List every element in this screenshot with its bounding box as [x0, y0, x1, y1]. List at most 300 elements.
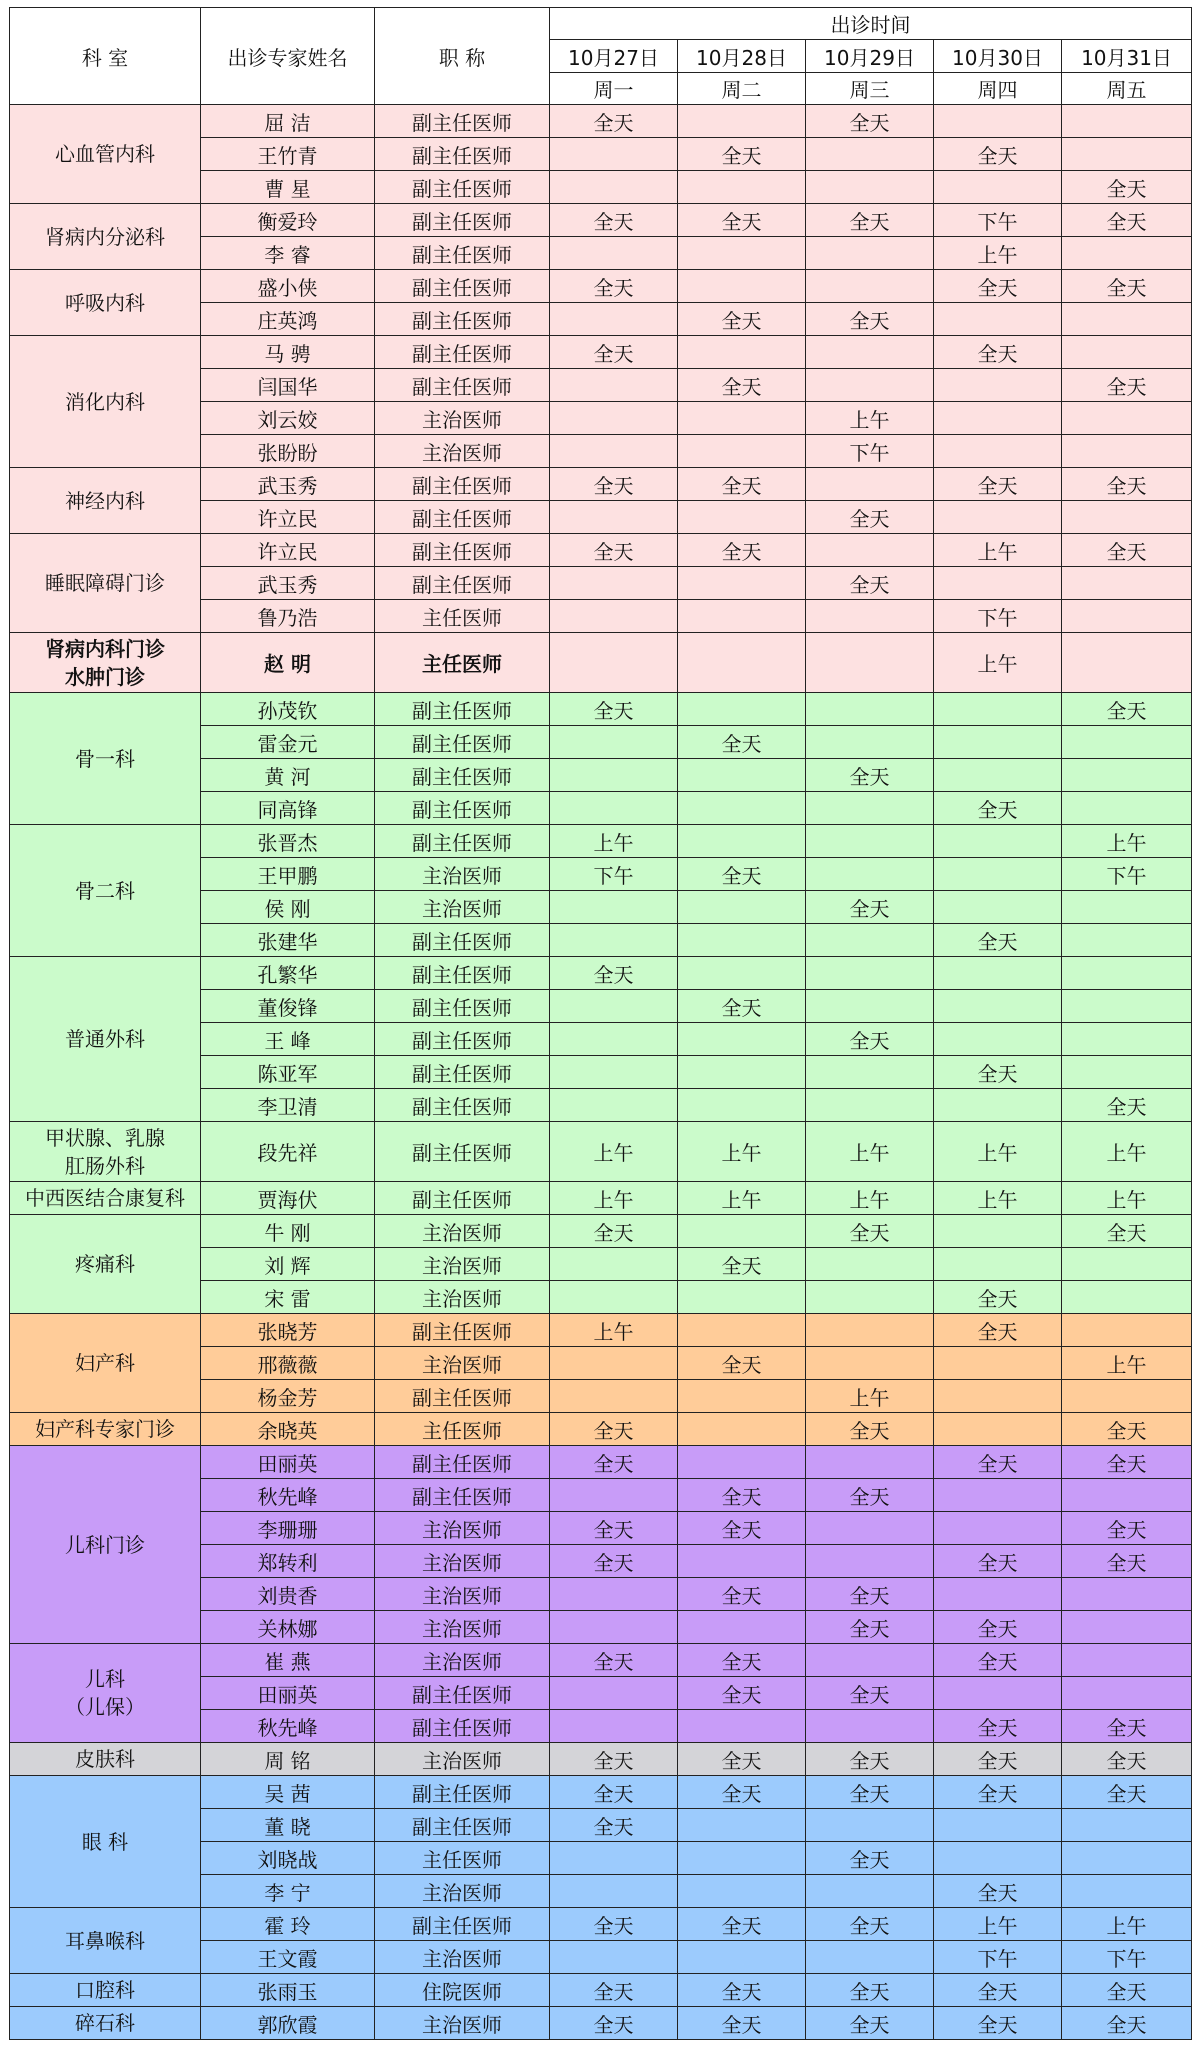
schedule-cell	[806, 468, 934, 501]
dept-cell	[10, 1908, 201, 1974]
schedule-cell: 上午	[806, 1182, 934, 1215]
doctor-title: 副主任医师	[375, 303, 550, 336]
schedule-cell: 全天	[1062, 1545, 1192, 1578]
schedule-cell	[806, 825, 934, 858]
dept-label: 耳鼻喉科	[65, 1928, 145, 1953]
schedule-cell: 全天	[806, 1413, 934, 1446]
dept-cell	[10, 270, 201, 336]
schedule-cell	[678, 1056, 806, 1089]
schedule-cell: 全天	[678, 534, 806, 567]
schedule-cell	[934, 1248, 1062, 1281]
schedule-cell: 全天	[806, 1023, 934, 1056]
doctor-name: 秋先峰	[201, 1710, 375, 1743]
schedule-cell	[550, 1578, 678, 1611]
schedule-cell	[678, 1215, 806, 1248]
schedule-cell	[550, 567, 678, 600]
schedule-cell: 全天	[678, 1974, 806, 2007]
doctor-name: 马 骋	[201, 336, 375, 369]
schedule-cell	[678, 1545, 806, 1578]
doctor-title: 副主任医师	[375, 336, 550, 369]
schedule-cell: 全天	[934, 336, 1062, 369]
dept-label: 皮肤科	[75, 1747, 135, 1771]
dept-cell	[10, 1776, 201, 1908]
schedule-cell: 全天	[550, 270, 678, 303]
schedule-cell: 全天	[1062, 1089, 1192, 1122]
dept-label: 心血管内科	[55, 142, 155, 166]
schedule-cell: 全天	[1062, 1512, 1192, 1545]
schedule-cell: 全天	[1062, 1710, 1192, 1743]
doctor-title: 副主任医师	[375, 1122, 550, 1182]
table-row	[10, 1182, 1192, 1215]
schedule-cell: 全天	[1062, 1974, 1192, 2007]
schedule-cell: 全天	[678, 1578, 806, 1611]
schedule-cell: 全天	[806, 105, 934, 138]
schedule-cell	[550, 1380, 678, 1413]
table-row	[10, 1644, 1192, 1677]
schedule-cell	[1062, 633, 1192, 693]
doctor-title: 副主任医师	[375, 105, 550, 138]
schedule-cell	[806, 171, 934, 204]
schedule-cell: 全天	[806, 2007, 934, 2040]
schedule-cell: 全天	[1062, 468, 1192, 501]
dept-cell	[10, 2007, 201, 2040]
schedule-cell	[678, 402, 806, 435]
schedule-cell	[550, 501, 678, 534]
schedule-cell: 全天	[678, 1908, 806, 1941]
doctor-name: 王竹青	[201, 138, 375, 171]
doctor-name: 王 峰	[201, 1023, 375, 1056]
dept-cell	[10, 204, 201, 270]
schedule-cell	[678, 924, 806, 957]
schedule-cell: 全天	[550, 1413, 678, 1446]
schedule-cell	[678, 1413, 806, 1446]
schedule-cell: 下午	[934, 1941, 1062, 1974]
schedule-cell	[1062, 1023, 1192, 1056]
header-time: 出诊时间	[550, 8, 1192, 40]
dept-label: 肾病内分泌科	[45, 224, 165, 249]
table-row	[10, 204, 1192, 237]
schedule-cell: 上午	[934, 534, 1062, 567]
doctor-title: 主治医师	[375, 1941, 550, 1974]
schedule-cell: 全天	[1062, 270, 1192, 303]
schedule-cell: 全天	[934, 792, 1062, 825]
doctor-title: 副主任医师	[375, 1314, 550, 1347]
schedule-cell: 全天	[1062, 1215, 1192, 1248]
dept-label: 神经内科	[65, 488, 145, 513]
schedule-cell: 全天	[550, 336, 678, 369]
schedule-cell	[934, 693, 1062, 726]
doctor-name: 吴 茜	[201, 1776, 375, 1809]
schedule-cell: 全天	[550, 957, 678, 990]
doctor-name: 同高锋	[201, 792, 375, 825]
schedule-cell: 全天	[678, 2007, 806, 2040]
table-body	[10, 105, 1192, 2040]
doctor-title: 副主任医师	[375, 924, 550, 957]
doctor-title: 主任医师	[375, 633, 550, 693]
schedule-cell	[678, 633, 806, 693]
doctor-name: 李 宁	[201, 1875, 375, 1908]
schedule-cell: 全天	[806, 759, 934, 792]
header-date: 10月30日	[934, 40, 1062, 73]
doctor-name: 张建华	[201, 924, 375, 957]
doctor-title: 副主任医师	[375, 1479, 550, 1512]
table-row	[10, 1908, 1192, 1941]
schedule-cell: 全天	[934, 1710, 1062, 1743]
schedule-cell: 全天	[806, 1611, 934, 1644]
schedule-cell	[1062, 957, 1192, 990]
schedule-cell: 全天	[806, 891, 934, 924]
schedule-cell	[1062, 1875, 1192, 1908]
doctor-name: 董俊锋	[201, 990, 375, 1023]
schedule-cell: 全天	[678, 369, 806, 402]
schedule-cell	[550, 369, 678, 402]
schedule-cell	[1062, 600, 1192, 633]
schedule-cell: 全天	[1062, 534, 1192, 567]
schedule-cell	[550, 792, 678, 825]
doctor-title: 副主任医师	[375, 1182, 550, 1215]
schedule-cell	[806, 369, 934, 402]
schedule-cell: 全天	[934, 1743, 1062, 1776]
schedule-cell	[678, 1446, 806, 1479]
doctor-title: 副主任医师	[375, 270, 550, 303]
dept-label: 疼痛科	[75, 1252, 135, 1276]
doctor-title: 副主任医师	[375, 138, 550, 171]
schedule-cell	[678, 1875, 806, 1908]
schedule-cell	[1062, 1380, 1192, 1413]
schedule-cell: 上午	[934, 1182, 1062, 1215]
schedule-cell: 全天	[678, 138, 806, 171]
dept-label: 眼 科	[81, 1829, 129, 1854]
schedule-cell	[934, 1512, 1062, 1545]
schedule-cell	[934, 1413, 1062, 1446]
doctor-name: 侯 刚	[201, 891, 375, 924]
dept-cell	[10, 336, 201, 468]
doctor-name: 刘晓战	[201, 1842, 375, 1875]
schedule-cell	[806, 1941, 934, 1974]
doctor-name: 牛 刚	[201, 1215, 375, 1248]
dept-label: 碎石科	[75, 2011, 135, 2035]
schedule-cell	[806, 1644, 934, 1677]
schedule-cell: 全天	[1062, 1776, 1192, 1809]
schedule-cell	[806, 1347, 934, 1380]
schedule-cell: 全天	[678, 1479, 806, 1512]
doctor-title: 副主任医师	[375, 369, 550, 402]
schedule-cell	[678, 957, 806, 990]
header-date: 10月29日	[806, 40, 934, 73]
schedule-cell	[678, 792, 806, 825]
schedule-cell: 上午	[934, 1908, 1062, 1941]
schedule-cell	[934, 567, 1062, 600]
doctor-name: 杨金芳	[201, 1380, 375, 1413]
doctor-name: 郭欣霞	[201, 2007, 375, 2040]
table-row	[10, 1314, 1192, 1347]
schedule-cell: 全天	[806, 204, 934, 237]
table-row	[10, 270, 1192, 303]
schedule-cell	[934, 1578, 1062, 1611]
schedule-cell	[550, 1023, 678, 1056]
dept-cell	[10, 1446, 201, 1644]
doctor-title: 副主任医师	[375, 1380, 550, 1413]
schedule-cell	[550, 924, 678, 957]
doctor-name: 曹 星	[201, 171, 375, 204]
table-row	[10, 1413, 1192, 1446]
doctor-name: 刘云姣	[201, 402, 375, 435]
schedule-cell: 全天	[806, 1215, 934, 1248]
doctor-name: 秋先峰	[201, 1479, 375, 1512]
doctor-title: 副主任医师	[375, 534, 550, 567]
schedule-cell	[806, 138, 934, 171]
schedule-cell: 上午	[1062, 1908, 1192, 1941]
table-row	[10, 1776, 1192, 1809]
table-row	[10, 534, 1192, 567]
doctor-title: 副主任医师	[375, 726, 550, 759]
schedule-cell: 全天	[678, 858, 806, 891]
schedule-cell	[678, 567, 806, 600]
schedule-cell: 全天	[1062, 171, 1192, 204]
doctor-name: 庄英鸿	[201, 303, 375, 336]
schedule-cell: 上午	[934, 237, 1062, 270]
schedule-cell	[550, 990, 678, 1023]
doctor-title: 主任医师	[375, 600, 550, 633]
dept-label: （儿保）	[65, 1695, 145, 1719]
schedule-cell: 全天	[550, 1545, 678, 1578]
schedule-cell	[550, 1281, 678, 1314]
schedule-cell	[678, 693, 806, 726]
schedule-cell: 上午	[806, 1380, 934, 1413]
schedule-cell	[550, 435, 678, 468]
schedule-cell	[678, 891, 806, 924]
schedule-cell	[1062, 501, 1192, 534]
schedule-cell: 全天	[806, 1908, 934, 1941]
doctor-title: 副主任医师	[375, 792, 550, 825]
schedule-cell	[678, 1314, 806, 1347]
schedule-cell: 全天	[550, 1644, 678, 1677]
schedule-cell: 全天	[806, 567, 934, 600]
doctor-name: 王文霞	[201, 1941, 375, 1974]
schedule-cell	[678, 1611, 806, 1644]
header-dept: 科 室	[10, 8, 201, 105]
schedule-cell: 全天	[678, 726, 806, 759]
doctor-name: 段先祥	[201, 1122, 375, 1182]
schedule-cell	[806, 1248, 934, 1281]
schedule-cell: 全天	[934, 1644, 1062, 1677]
dept-label: 睡眠障碍门诊	[45, 571, 165, 595]
schedule-cell: 上午	[934, 1122, 1062, 1182]
schedule-cell	[678, 171, 806, 204]
table-row	[10, 1446, 1192, 1479]
schedule-cell	[1062, 138, 1192, 171]
doctor-title: 主治医师	[375, 1644, 550, 1677]
schedule-cell: 下午	[934, 600, 1062, 633]
table-row	[10, 336, 1192, 369]
schedule-cell: 下午	[1062, 858, 1192, 891]
table-row	[10, 693, 1192, 726]
doctor-title: 副主任医师	[375, 1677, 550, 1710]
schedule-cell	[934, 825, 1062, 858]
schedule-cell: 全天	[934, 2007, 1062, 2040]
dept-label: 骨一科	[75, 746, 135, 771]
schedule-cell: 全天	[678, 1512, 806, 1545]
dept-label: 甲状腺、乳腺	[45, 1125, 165, 1150]
schedule-cell: 全天	[550, 534, 678, 567]
table-row	[10, 468, 1192, 501]
schedule-cell: 全天	[678, 1347, 806, 1380]
dept-cell	[10, 693, 201, 825]
dept-cell	[10, 1122, 201, 1182]
doctor-name: 郑转利	[201, 1545, 375, 1578]
dept-cell	[10, 1182, 201, 1215]
header-date: 10月27日	[550, 40, 678, 73]
doctor-name: 武玉秀	[201, 567, 375, 600]
schedule-cell	[678, 1809, 806, 1842]
schedule-cell	[934, 891, 1062, 924]
schedule-cell	[1062, 402, 1192, 435]
schedule-cell: 全天	[934, 270, 1062, 303]
doctor-name: 田丽英	[201, 1677, 375, 1710]
schedule-cell	[934, 1089, 1062, 1122]
doctor-title: 主治医师	[375, 1578, 550, 1611]
schedule-cell: 下午	[934, 204, 1062, 237]
schedule-cell	[1062, 1809, 1192, 1842]
schedule-cell	[550, 171, 678, 204]
schedule-cell	[550, 237, 678, 270]
doctor-title: 副主任医师	[375, 1908, 550, 1941]
schedule-cell	[550, 303, 678, 336]
schedule-cell	[1062, 891, 1192, 924]
doctor-name: 邢薇薇	[201, 1347, 375, 1380]
schedule-cell	[1062, 1644, 1192, 1677]
doctor-title: 主治医师	[375, 402, 550, 435]
doctor-name: 张晋杰	[201, 825, 375, 858]
schedule-cell: 上午	[678, 1122, 806, 1182]
doctor-title: 副主任医师	[375, 204, 550, 237]
doctor-title: 副主任医师	[375, 1089, 550, 1122]
schedule-cell: 全天	[806, 1578, 934, 1611]
schedule-cell: 全天	[934, 138, 1062, 171]
doctor-name: 贾海伏	[201, 1182, 375, 1215]
header-weekday: 周二	[678, 73, 806, 105]
schedule-cell	[550, 600, 678, 633]
table-header	[10, 8, 1192, 105]
schedule-cell	[934, 990, 1062, 1023]
schedule-cell	[934, 435, 1062, 468]
schedule-cell	[678, 1710, 806, 1743]
doctor-title: 主治医师	[375, 1512, 550, 1545]
doctor-title: 副主任医师	[375, 957, 550, 990]
schedule-cell	[1062, 1314, 1192, 1347]
doctor-name: 雷金元	[201, 726, 375, 759]
schedule-cell	[806, 1056, 934, 1089]
schedule-cell: 全天	[550, 1809, 678, 1842]
header-weekday: 周一	[550, 73, 678, 105]
schedule-cell	[934, 1842, 1062, 1875]
dept-cell	[10, 105, 201, 204]
schedule-cell	[550, 1842, 678, 1875]
schedule-cell: 全天	[806, 1743, 934, 1776]
schedule-cell	[550, 1677, 678, 1710]
schedule-cell	[1062, 105, 1192, 138]
schedule-cell	[934, 402, 1062, 435]
doctor-title: 主治医师	[375, 2007, 550, 2040]
dept-label: 肛肠外科	[65, 1153, 145, 1178]
doctor-name: 余晓英	[201, 1413, 375, 1446]
schedule-cell: 上午	[1062, 1182, 1192, 1215]
schedule-cell	[806, 924, 934, 957]
doctor-title: 主治医师	[375, 435, 550, 468]
schedule-cell	[806, 792, 934, 825]
schedule-cell: 全天	[678, 1248, 806, 1281]
doctor-title: 主治医师	[375, 891, 550, 924]
doctor-title: 副主任医师	[375, 825, 550, 858]
doctor-name: 张雨玉	[201, 1974, 375, 2007]
schedule-cell	[550, 1611, 678, 1644]
table-row	[10, 1122, 1192, 1182]
schedule-cell: 全天	[678, 468, 806, 501]
schedule-cell: 全天	[550, 1215, 678, 1248]
schedule-cell	[934, 1347, 1062, 1380]
schedule-cell: 上午	[550, 1122, 678, 1182]
schedule-cell	[678, 1380, 806, 1413]
schedule-cell	[1062, 726, 1192, 759]
schedule-cell	[1062, 1677, 1192, 1710]
doctor-title: 主治医师	[375, 1215, 550, 1248]
schedule-cell	[934, 858, 1062, 891]
schedule-cell	[806, 858, 934, 891]
schedule-cell: 全天	[934, 1314, 1062, 1347]
schedule-cell	[550, 1941, 678, 1974]
schedule-cell	[678, 1089, 806, 1122]
schedule-cell: 全天	[934, 1974, 1062, 2007]
schedule-cell	[550, 1248, 678, 1281]
schedule-cell: 全天	[550, 468, 678, 501]
dept-label: 妇产科	[75, 1351, 135, 1375]
schedule-cell	[550, 1056, 678, 1089]
schedule-cell: 全天	[806, 501, 934, 534]
doctor-name: 孙茂钦	[201, 693, 375, 726]
schedule-wrapper	[9, 7, 1192, 2040]
doctor-name: 屈 洁	[201, 105, 375, 138]
schedule-cell: 全天	[678, 1743, 806, 1776]
schedule-cell	[806, 1314, 934, 1347]
dept-cell	[10, 1314, 201, 1413]
schedule-cell	[934, 105, 1062, 138]
doctor-title: 主治医师	[375, 1545, 550, 1578]
table-row	[10, 1215, 1192, 1248]
schedule-cell	[1062, 1281, 1192, 1314]
dept-cell	[10, 1215, 201, 1314]
schedule-cell: 上午	[1062, 1347, 1192, 1380]
schedule-cell	[934, 501, 1062, 534]
schedule-cell	[1062, 1248, 1192, 1281]
schedule-cell	[678, 336, 806, 369]
doctor-title: 副主任医师	[375, 693, 550, 726]
schedule-cell: 全天	[550, 1512, 678, 1545]
schedule-cell	[550, 726, 678, 759]
doctor-name: 黄 河	[201, 759, 375, 792]
doctor-title: 副主任医师	[375, 468, 550, 501]
schedule-cell: 全天	[550, 1974, 678, 2007]
header-date: 10月31日	[1062, 40, 1192, 73]
schedule-cell: 全天	[678, 1677, 806, 1710]
schedule-cell	[550, 1347, 678, 1380]
schedule-cell: 全天	[678, 1776, 806, 1809]
schedule-cell	[1062, 1578, 1192, 1611]
doctor-title: 主治医师	[375, 1611, 550, 1644]
schedule-cell	[806, 990, 934, 1023]
schedule-cell	[1062, 924, 1192, 957]
dept-cell	[10, 1743, 201, 1776]
schedule-cell	[934, 1809, 1062, 1842]
